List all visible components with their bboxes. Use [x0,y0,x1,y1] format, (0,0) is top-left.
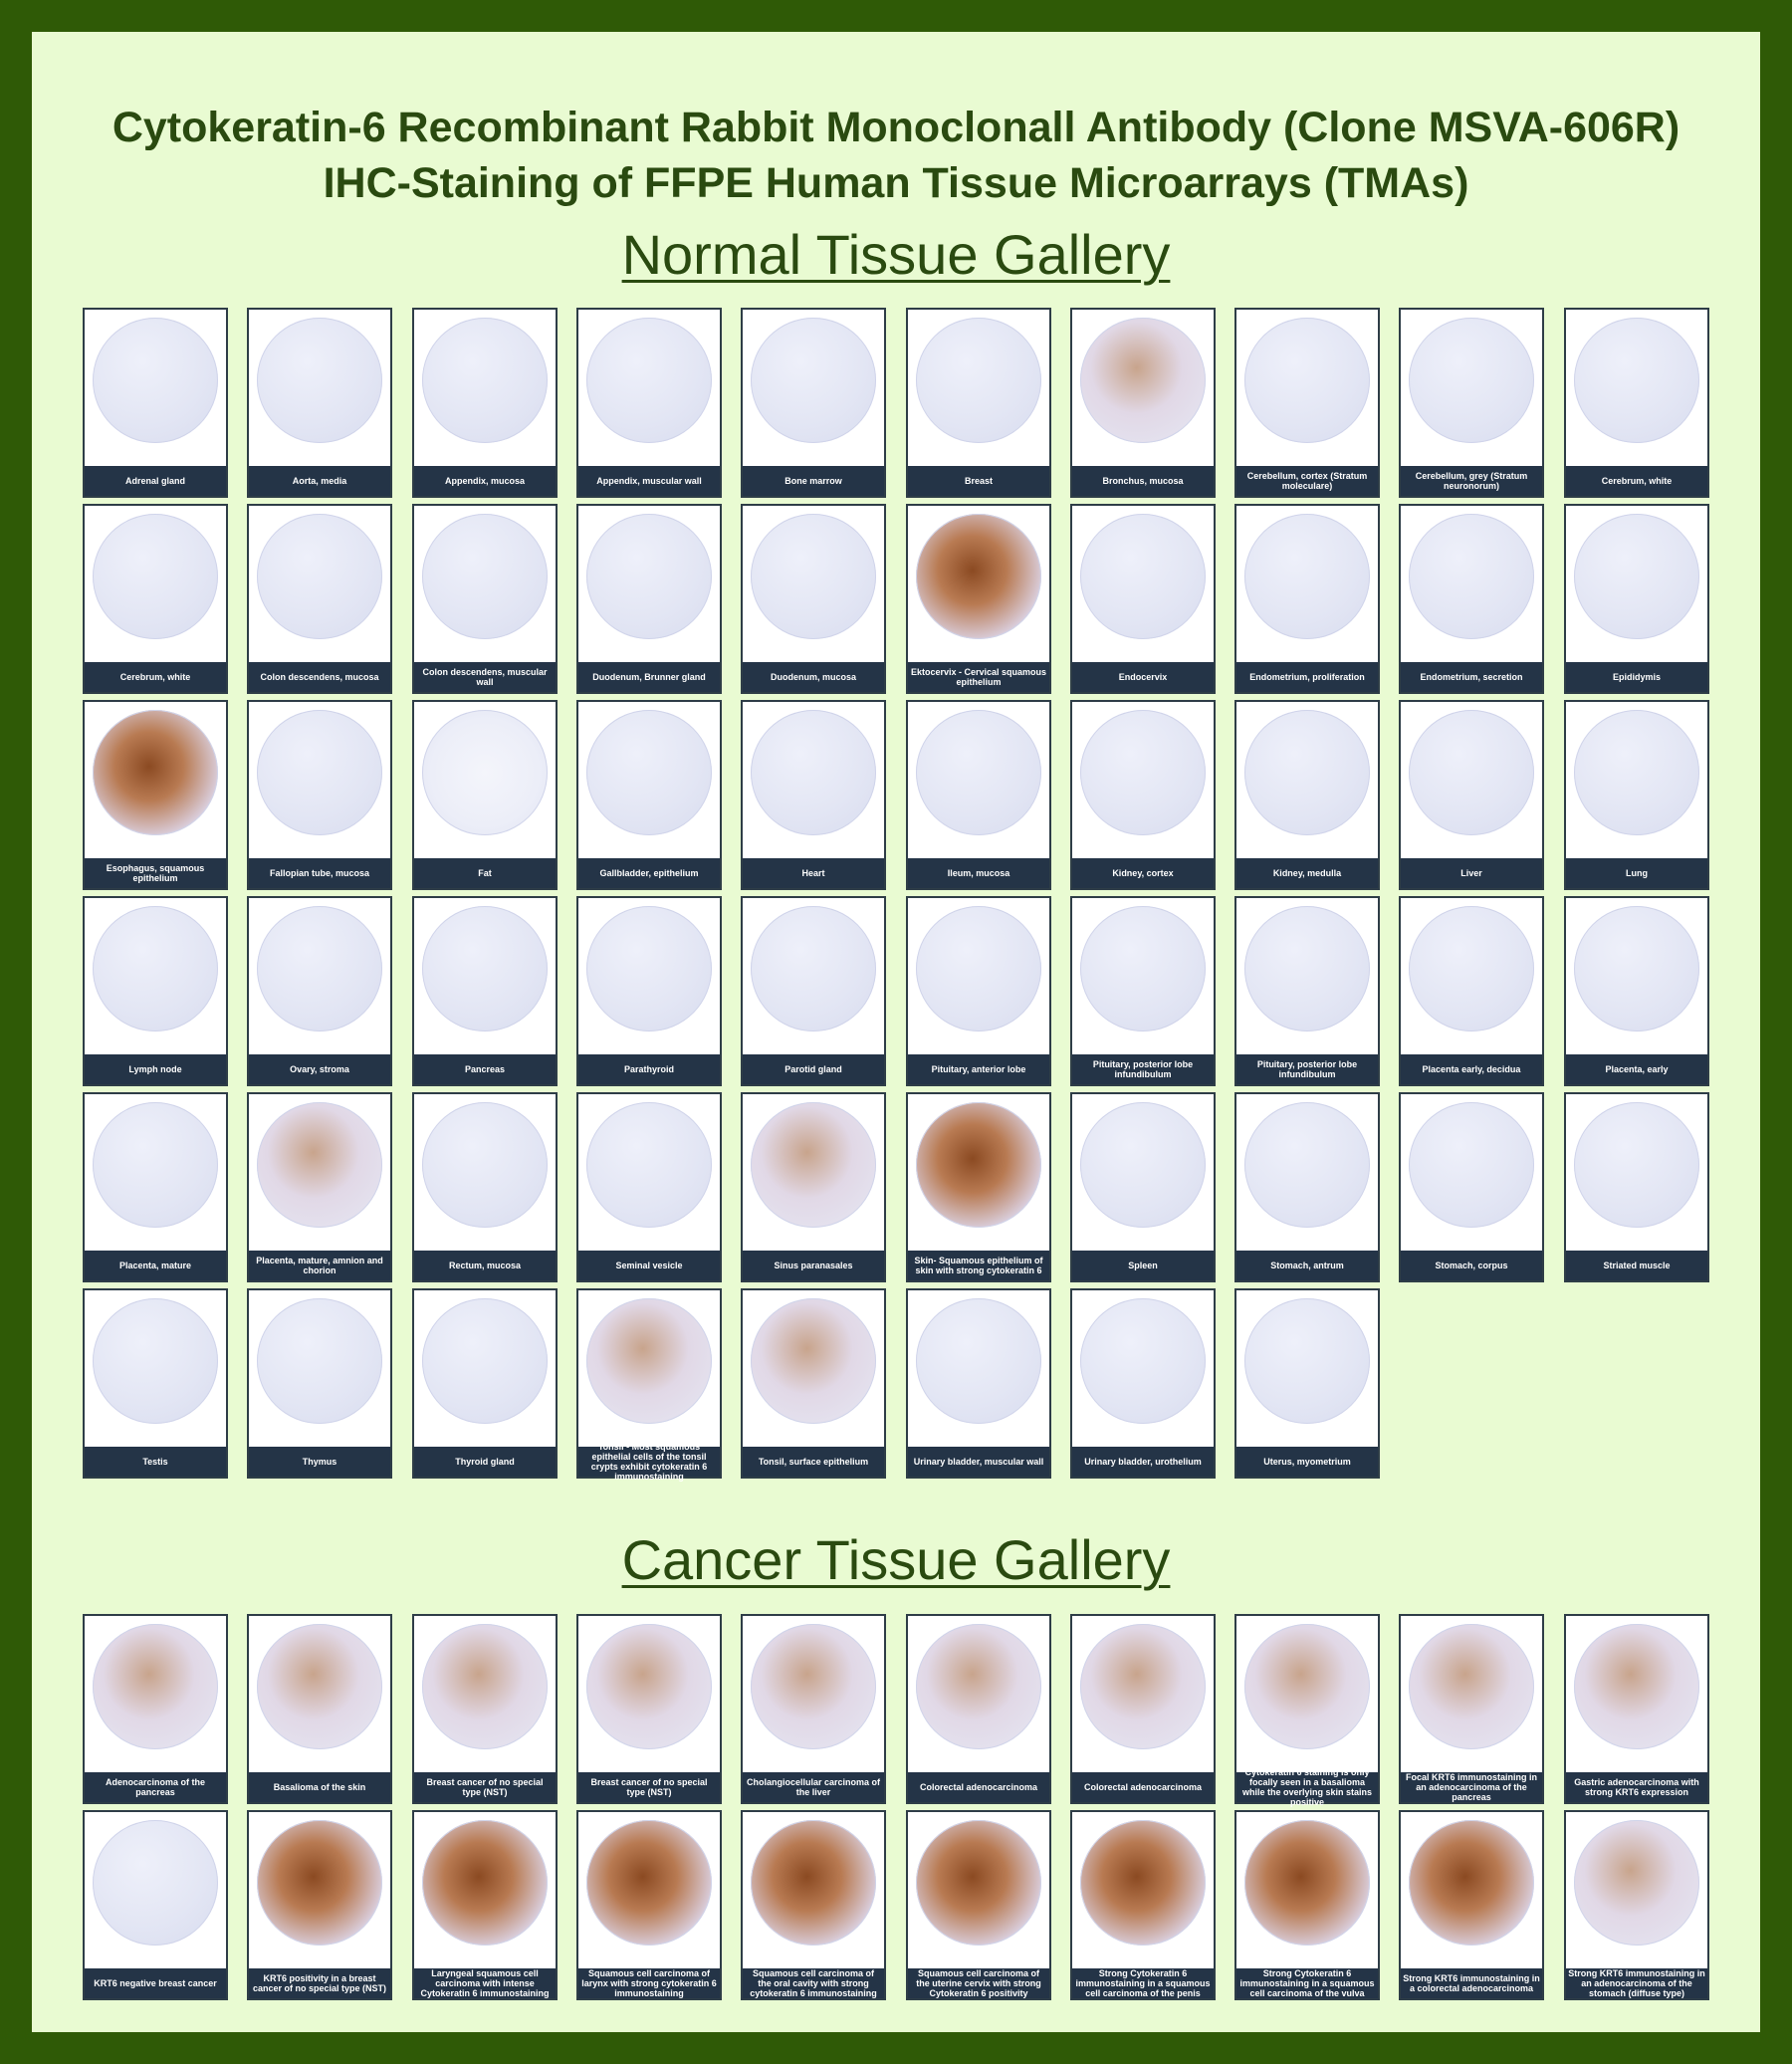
normal-tissue-tile[interactable] [412,700,558,890]
normal-tissue-tile-label: Heart [743,858,884,888]
cancer-tissue-core-image [586,1624,712,1749]
normal-tissue-core-image [422,1298,548,1424]
normal-tissue-tile[interactable] [1234,1092,1380,1282]
normal-tissue-tile[interactable] [1234,308,1380,498]
normal-tissue-core-image [916,1102,1041,1228]
cancer-tissue-core-image [257,1624,382,1749]
normal-tissue-core-image [916,1298,1041,1424]
normal-tissue-core-image [422,710,548,835]
normal-tissue-tile[interactable] [906,1288,1051,1479]
normal-tissue-tile[interactable] [1564,896,1709,1086]
normal-tissue-tile-label: Skin- Squamous epithelium of skin with strong cytokeratin 6 [908,1251,1049,1280]
cancer-tissue-tile[interactable] [1070,1810,1216,2000]
normal-tissue-tile[interactable] [247,700,392,890]
normal-tissue-tile[interactable] [247,896,392,1086]
normal-tissue-core-image [1409,514,1534,639]
normal-tissue-core-image [916,318,1041,443]
normal-tissue-tile-label: Bronchus, mucosa [1072,466,1214,496]
normal-tissue-core-image [257,710,382,835]
normal-tissue-tile[interactable] [1234,504,1380,694]
normal-gallery-heading: Normal Tissue Gallery [621,223,1171,286]
normal-tissue-tile-label: Placenta, early [1566,1054,1707,1084]
normal-tissue-core-image [93,1298,218,1424]
normal-tissue-core-image [916,514,1041,639]
normal-tissue-tile-label: Lung [1566,858,1707,888]
normal-tissue-core-image [1574,710,1699,835]
cancer-tissue-tile-label: KRT6 positivity in a breast cancer of no special type (NST) [249,1968,390,1998]
cancer-tissue-tile[interactable] [741,1614,886,1804]
normal-tissue-core-image [1244,1298,1370,1424]
normal-tissue-tile[interactable] [576,504,722,694]
normal-tissue-tile[interactable] [83,896,228,1086]
normal-tissue-core-image [1080,318,1206,443]
normal-tissue-tile[interactable] [247,504,392,694]
normal-tissue-tile-label: Kidney, medulla [1236,858,1378,888]
normal-tissue-tile[interactable] [412,896,558,1086]
normal-tissue-tile-label: Pituitary, anterior lobe [908,1054,1049,1084]
cancer-tissue-tile[interactable] [1399,1810,1544,2000]
cancer-tissue-core-image [916,1624,1041,1749]
normal-tissue-tile[interactable] [1070,504,1216,694]
normal-tissue-tile-label: Urinary bladder, urothelium [1072,1447,1214,1477]
normal-tissue-tile-label: Colon descendens, mucosa [249,662,390,692]
normal-tissue-tile-label: Spleen [1072,1251,1214,1280]
normal-tissue-tile-label: Seminal vesicle [578,1251,720,1280]
cancer-tissue-tile[interactable] [247,1614,392,1804]
normal-tissue-tile-label: Ileum, mucosa [908,858,1049,888]
normal-tissue-tile[interactable] [1070,896,1216,1086]
normal-tissue-tile[interactable] [1070,308,1216,498]
cancer-tissue-core-image [1244,1624,1370,1749]
cancer-tissue-tile[interactable] [412,1810,558,2000]
normal-tissue-core-image [93,514,218,639]
normal-tissue-tile[interactable] [1399,700,1544,890]
cancer-tissue-tile-label: Squamous cell carcinoma of the uterine cervix with strong Cytokeratin 6 positivity [908,1968,1049,1998]
cancer-tissue-tile[interactable] [412,1614,558,1804]
normal-tissue-core-image [1080,906,1206,1032]
normal-tissue-tile-label: Urinary bladder, muscular wall [908,1447,1049,1477]
normal-tissue-core-image [422,514,548,639]
cancer-gallery-heading: Cancer Tissue Gallery [621,1528,1171,1591]
normal-tissue-core-image [422,1102,548,1228]
normal-tissue-core-image [257,1102,382,1228]
normal-tissue-core-image [751,1102,876,1228]
cancer-tissue-tile-label: Cholangiocellular carcinoma of the liver [743,1772,884,1802]
normal-tissue-core-image [586,514,712,639]
normal-tissue-tile-label: Pituitary, posterior lobe infundibulum [1236,1054,1378,1084]
normal-tissue-tile-label: Endometrium, secretion [1401,662,1542,692]
normal-tissue-tile-label: Placenta early, decidua [1401,1054,1542,1084]
cancer-tissue-tile[interactable] [247,1810,392,2000]
cancer-tissue-tile-label: Breast cancer of no special type (NST) [414,1772,556,1802]
normal-tissue-tile[interactable] [412,504,558,694]
title-line-2: IHC-Staining of FFPE Human Tissue Microarrays (TMAs) [323,159,1469,207]
normal-tissue-tile[interactable] [906,308,1051,498]
normal-tissue-tile-label: Thyroid gland [414,1447,556,1477]
normal-tissue-core-image [93,906,218,1032]
cancer-tissue-tile-label: Cytokeratin 6 staining is only focally seen in a basalioma while the overlying skin stains positive [1236,1772,1378,1802]
normal-tissue-core-image [1080,710,1206,835]
normal-tissue-tile-label: Ovary, stroma [249,1054,390,1084]
normal-tissue-core-image [751,318,876,443]
cancer-tissue-tile[interactable] [1564,1614,1709,1804]
normal-tissue-core-image [586,318,712,443]
normal-tissue-core-image [1244,710,1370,835]
normal-tissue-tile-label: Endometrium, proliferation [1236,662,1378,692]
cancer-tissue-tile-label: Squamous cell carcinoma of larynx with strong cytokeratin 6 immunostaining [578,1968,720,1998]
normal-tissue-tile-label: Fat [414,858,556,888]
normal-tissue-tile-label: Appendix, muscular wall [578,466,720,496]
normal-tissue-core-image [93,710,218,835]
normal-tissue-tile-label: Parathyroid [578,1054,720,1084]
normal-tissue-core-image [1080,1298,1206,1424]
normal-tissue-tile-label: Duodenum, Brunner gland [578,662,720,692]
cancer-tissue-tile[interactable] [1399,1614,1544,1804]
normal-tissue-tile[interactable] [83,308,228,498]
normal-tissue-tile[interactable] [1234,700,1380,890]
normal-tissue-core-image [1080,1102,1206,1228]
cancer-tissue-tile-label: Laryngeal squamous cell carcinoma with intense Cytokeratin 6 immunostaining [414,1968,556,1998]
normal-tissue-tile-label: Endocervix [1072,662,1214,692]
normal-tissue-tile[interactable] [83,1092,228,1282]
cancer-tissue-tile-label: Focal KRT6 immunostaining in an adenocarcinoma of the pancreas [1401,1772,1542,1802]
normal-tissue-tile-label: Aorta, media [249,466,390,496]
cancer-tissue-tile[interactable] [1564,1810,1709,2000]
cancer-tissue-tile[interactable] [741,1810,886,2000]
normal-tissue-tile-label: Placenta, mature [85,1251,226,1280]
normal-tissue-core-image [586,906,712,1032]
normal-tissue-tile-label: Epididymis [1566,662,1707,692]
cancer-tissue-tile[interactable] [83,1810,228,2000]
cancer-tissue-core-image [1574,1820,1699,1946]
normal-tissue-core-image [1244,906,1370,1032]
normal-tissue-core-image [586,1102,712,1228]
normal-tissue-core-image [1409,710,1534,835]
normal-tissue-core-image [422,906,548,1032]
normal-tissue-tile[interactable] [247,1092,392,1282]
normal-tissue-tile-label: Fallopian tube, mucosa [249,858,390,888]
cancer-tissue-core-image [422,1820,548,1946]
cancer-tissue-tile[interactable] [576,1614,722,1804]
normal-tissue-tile[interactable] [1399,504,1544,694]
normal-tissue-tile[interactable] [1399,308,1544,498]
cancer-tissue-tile-label: Strong Cytokeratin 6 immunostaining in a squamous cell carcinoma of the vulva [1236,1968,1378,1998]
cancer-tissue-tile[interactable] [1070,1614,1216,1804]
normal-tissue-core-image [751,906,876,1032]
normal-tissue-tile[interactable] [412,1288,558,1479]
normal-tissue-tile[interactable] [576,308,722,498]
normal-tissue-core-image [916,710,1041,835]
normal-tissue-tile[interactable] [1564,308,1709,498]
normal-tissue-tile-label: Cerebellum, cortex (Stratum moleculare) [1236,466,1378,496]
normal-tissue-core-image [257,1298,382,1424]
title-line-1: Cytokeratin-6 Recombinant Rabbit Monoclonall Antibody (Clone MSVA-606R) [112,104,1680,151]
normal-tissue-core-image [1409,906,1534,1032]
normal-tissue-tile[interactable] [741,504,886,694]
normal-tissue-core-image [257,906,382,1032]
cancer-tissue-tile[interactable] [83,1614,228,1804]
cancer-tissue-core-image [1244,1820,1370,1946]
normal-tissue-core-image [1574,906,1699,1032]
normal-tissue-tile[interactable] [1234,896,1380,1086]
normal-tissue-tile-label: Thymus [249,1447,390,1477]
cancer-tissue-core-image [1574,1624,1699,1749]
normal-tissue-tile-label: Bone marrow [743,466,884,496]
cancer-tissue-tile-label: Adenocarcinoma of the pancreas [85,1772,226,1802]
normal-tissue-core-image [1244,318,1370,443]
normal-tissue-tile-label: Cerebellum, grey (Stratum neuronorum) [1401,466,1542,496]
cancer-tissue-tile[interactable] [906,1810,1051,2000]
poster [32,32,1760,2032]
cancer-tissue-core-image [93,1820,218,1946]
normal-tissue-tile-label: Placenta, mature, amnion and chorion [249,1251,390,1280]
cancer-tissue-core-image [916,1820,1041,1946]
normal-tissue-core-image [586,710,712,835]
normal-tissue-tile[interactable] [741,1092,886,1282]
normal-tissue-tile-label: Uterus, myometrium [1236,1447,1378,1477]
normal-tissue-core-image [1574,1102,1699,1228]
normal-tissue-core-image [1244,514,1370,639]
cancer-tissue-core-image [422,1624,548,1749]
cancer-tissue-tile-label: Strong KRT6 immunostaining in a colorectal adenocarcinoma [1401,1968,1542,1998]
cancer-tissue-tile-label: Breast cancer of no special type (NST) [578,1772,720,1802]
normal-tissue-tile-label: Cerebrum, white [1566,466,1707,496]
normal-tissue-tile-label: Liver [1401,858,1542,888]
normal-tissue-tile-label: Breast [908,466,1049,496]
normal-tissue-tile[interactable] [1564,1092,1709,1282]
normal-tissue-tile[interactable] [83,1288,228,1479]
normal-tissue-tile[interactable] [83,504,228,694]
normal-tissue-tile[interactable] [906,1092,1051,1282]
normal-tissue-tile-label: Duodenum, mucosa [743,662,884,692]
normal-tissue-core-image [257,318,382,443]
normal-tissue-tile[interactable] [741,308,886,498]
normal-tissue-core-image [1409,318,1534,443]
cancer-tissue-tile[interactable] [1234,1614,1380,1807]
cancer-tissue-tile-label: Strong Cytokeratin 6 immunostaining in a squamous cell carcinoma of the penis [1072,1968,1214,1998]
cancer-tissue-tile[interactable] [1234,1810,1380,2000]
normal-tissue-tile[interactable] [1399,896,1544,1086]
poster-title [32,100,1760,211]
normal-tissue-tile[interactable] [906,700,1051,890]
normal-tissue-tile-label: Colon descendens, muscular wall [414,662,556,692]
normal-tissue-tile-label: Adrenal gland [85,466,226,496]
normal-tissue-tile-label: Rectum, mucosa [414,1251,556,1280]
normal-tissue-core-image [751,1298,876,1424]
cancer-tissue-core-image [751,1820,876,1946]
normal-tissue-tile[interactable] [83,700,228,890]
normal-tissue-tile[interactable] [1070,700,1216,890]
normal-tissue-tile[interactable] [1070,1092,1216,1282]
normal-tissue-tile[interactable] [741,1288,886,1479]
normal-tissue-tile-label: Esophagus, squamous epithelium [85,858,226,888]
normal-tissue-tile[interactable] [576,700,722,890]
cancer-tissue-tile-label: Colorectal adenocarcinoma [908,1772,1049,1802]
normal-tissue-core-image [751,514,876,639]
cancer-tissue-core-image [1080,1624,1206,1749]
normal-tissue-tile[interactable] [247,308,392,498]
normal-tissue-tile[interactable] [576,896,722,1086]
normal-tissue-core-image [916,906,1041,1032]
normal-tissue-tile[interactable] [1234,1288,1380,1479]
normal-tissue-tile-label: Testis [85,1447,226,1477]
normal-tissue-tile[interactable] [906,504,1051,694]
cancer-tissue-core-image [751,1624,876,1749]
cancer-tissue-tile[interactable] [906,1614,1051,1804]
cancer-tissue-tile-label: Gastric adenocarcinoma with strong KRT6 expression [1566,1772,1707,1802]
normal-tissue-core-image [1574,318,1699,443]
normal-tissue-core-image [422,318,548,443]
cancer-tissue-core-image [1409,1820,1534,1946]
normal-tissue-core-image [93,1102,218,1228]
normal-tissue-core-image [1409,1102,1534,1228]
normal-tissue-tile[interactable] [412,308,558,498]
normal-tissue-tile[interactable] [741,700,886,890]
normal-tissue-tile-label: Tonsil, surface epithelium [743,1447,884,1477]
cancer-tissue-core-image [1080,1820,1206,1946]
normal-tissue-tile[interactable] [906,896,1051,1086]
normal-tissue-tile-label: Lymph node [85,1054,226,1084]
normal-tissue-core-image [1574,514,1699,639]
normal-tissue-tile-label: Stomach, antrum [1236,1251,1378,1280]
normal-tissue-tile[interactable] [576,1288,722,1482]
normal-tissue-core-image [751,710,876,835]
cancer-tissue-tile-label: Colorectal adenocarcinoma [1072,1772,1214,1802]
cancer-tissue-tile-label: KRT6 negative breast cancer [85,1968,226,1998]
normal-tissue-tile-label: Parotid gland [743,1054,884,1084]
normal-tissue-tile[interactable] [247,1288,392,1479]
normal-tissue-core-image [1080,514,1206,639]
normal-tissue-tile-label: Ektocervix - Cervical squamous epithelium [908,662,1049,692]
normal-tissue-core-image [93,318,218,443]
normal-tissue-tile-label: Stomach, corpus [1401,1251,1542,1280]
normal-tissue-tile[interactable] [741,896,886,1086]
normal-tissue-core-image [257,514,382,639]
cancer-tissue-tile-label: Squamous cell carcinoma of the oral cavity with strong cytokeratin 6 immunostaining [743,1968,884,1998]
normal-tissue-tile-label: Pancreas [414,1054,556,1084]
normal-tissue-core-image [586,1298,712,1424]
normal-tissue-tile-label: Pituitary, posterior lobe infundibulum [1072,1054,1214,1084]
normal-tissue-tile[interactable] [412,1092,558,1282]
normal-tissue-tile[interactable] [1564,504,1709,694]
normal-tissue-tile-label: Striated muscle [1566,1251,1707,1280]
normal-tissue-core-image [1244,1102,1370,1228]
cancer-tissue-tile[interactable] [576,1810,722,2000]
normal-tissue-tile[interactable] [576,1092,722,1282]
cancer-tissue-core-image [257,1820,382,1946]
normal-tissue-tile-label: Sinus paranasales [743,1251,884,1280]
cancer-tissue-core-image [1409,1624,1534,1749]
normal-tissue-tile-label: Kidney, cortex [1072,858,1214,888]
normal-tissue-tile[interactable] [1070,1288,1216,1479]
cancer-tissue-core-image [93,1624,218,1749]
normal-tissue-tile-label: Cerebrum, white [85,662,226,692]
cancer-tissue-tile-label: Strong KRT6 immunostaining in an adenocarcinoma of the stomach (diffuse type) [1566,1968,1707,1998]
cancer-tissue-core-image [586,1820,712,1946]
normal-tissue-tile-label: Gallbladder, epithelium [578,858,720,888]
normal-tissue-tile-label: Appendix, mucosa [414,466,556,496]
cancer-tissue-tile-label: Basalioma of the skin [249,1772,390,1802]
normal-tissue-tile-label: Tonsil - Most squamous epithelial cells of the tonsil crypts exhibit cytokeratin 6 immunostaining [578,1447,720,1477]
normal-tissue-tile[interactable] [1399,1092,1544,1282]
normal-tissue-tile[interactable] [1564,700,1709,890]
